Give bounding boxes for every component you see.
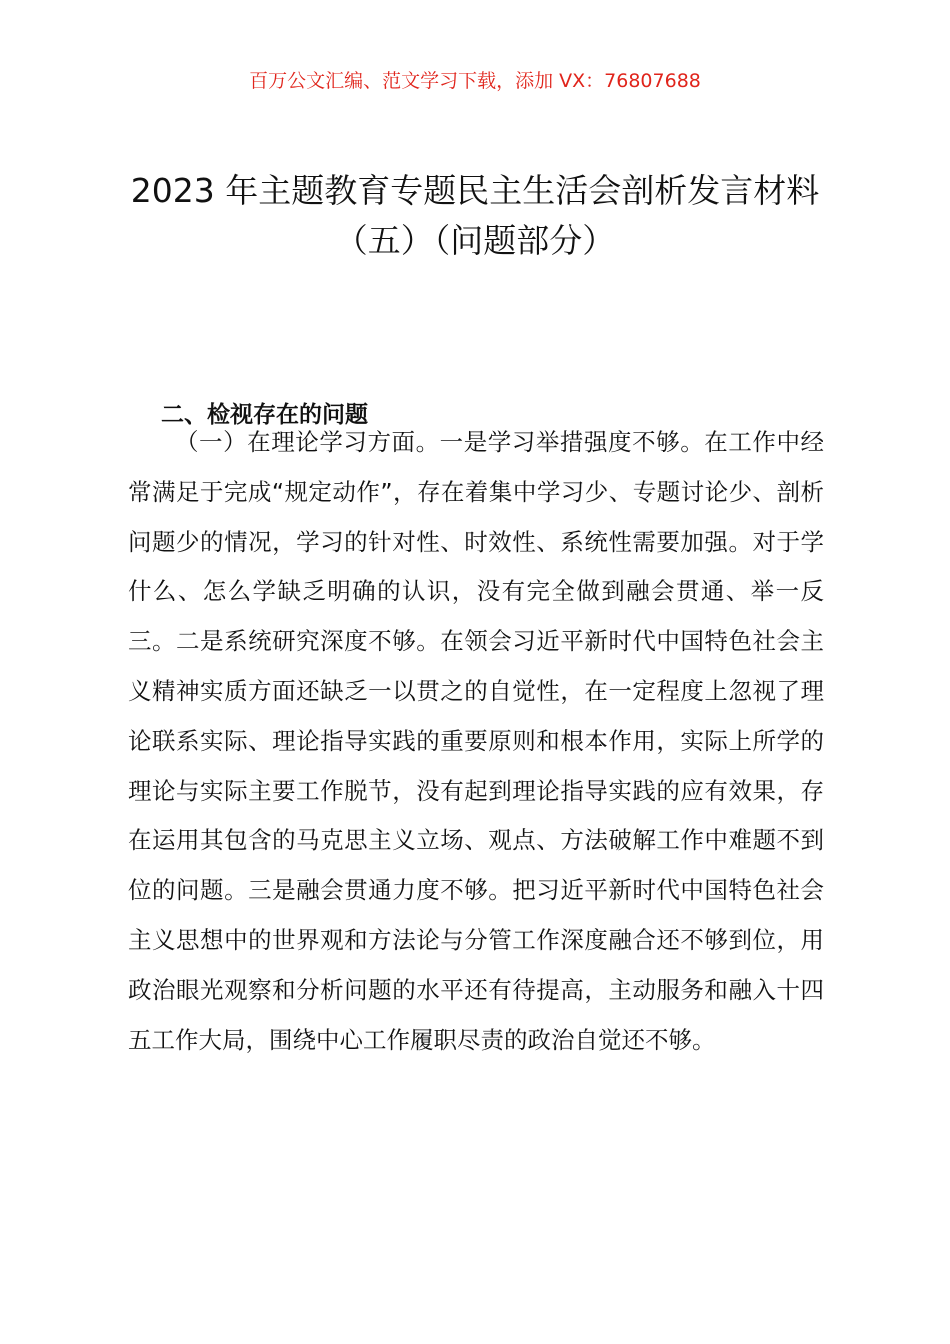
- body-paragraph: （一）在理论学习方面。一是学习举措强度不够。在工作中经常满足于完成“规定动作”，存在着集中学习少、专题讨论少、剖析问题少的情况，学习的针对性、时效性、系统性需要加强。对于学什么、怎么学缺乏明确的认识，没有完全做到融会贯通、举一反三。二是系统研究深度不够。在领会习近平新时代中国特色社会主义精神实质方面还缺乏一以贯之的自觉性，在一定程度上忽视了理论联系实际、理论指导实践的重要原则和根本作用，实际上所学的理论与实际主要工作脱节，没有起到理论指导实践的应有效果，存在运用其包含的马克思主义立场、观点、方法破解工作中难题不到位的问题。三是融会贯通力度不够。把习近平新时代中国特色社会主义思想中的世界观和方法论与分管工作深度融合还不够到位，用政治眼光观察和分析问题的水平还有待提高，主动服务和融入十四五工作大局，围绕中心工作履职尽责的政治自觉还不够。: [128, 428, 824, 1054]
- section-heading: 二、检视存在的问题: [161, 402, 368, 428]
- header-banner: 百万公文汇编、范文学习下载，添加 VX：76807688: [249, 70, 701, 92]
- document-title: 2023 年主题教育专题民主生活会剖析发言材料（五）（问题部分）: [130, 171, 820, 260]
